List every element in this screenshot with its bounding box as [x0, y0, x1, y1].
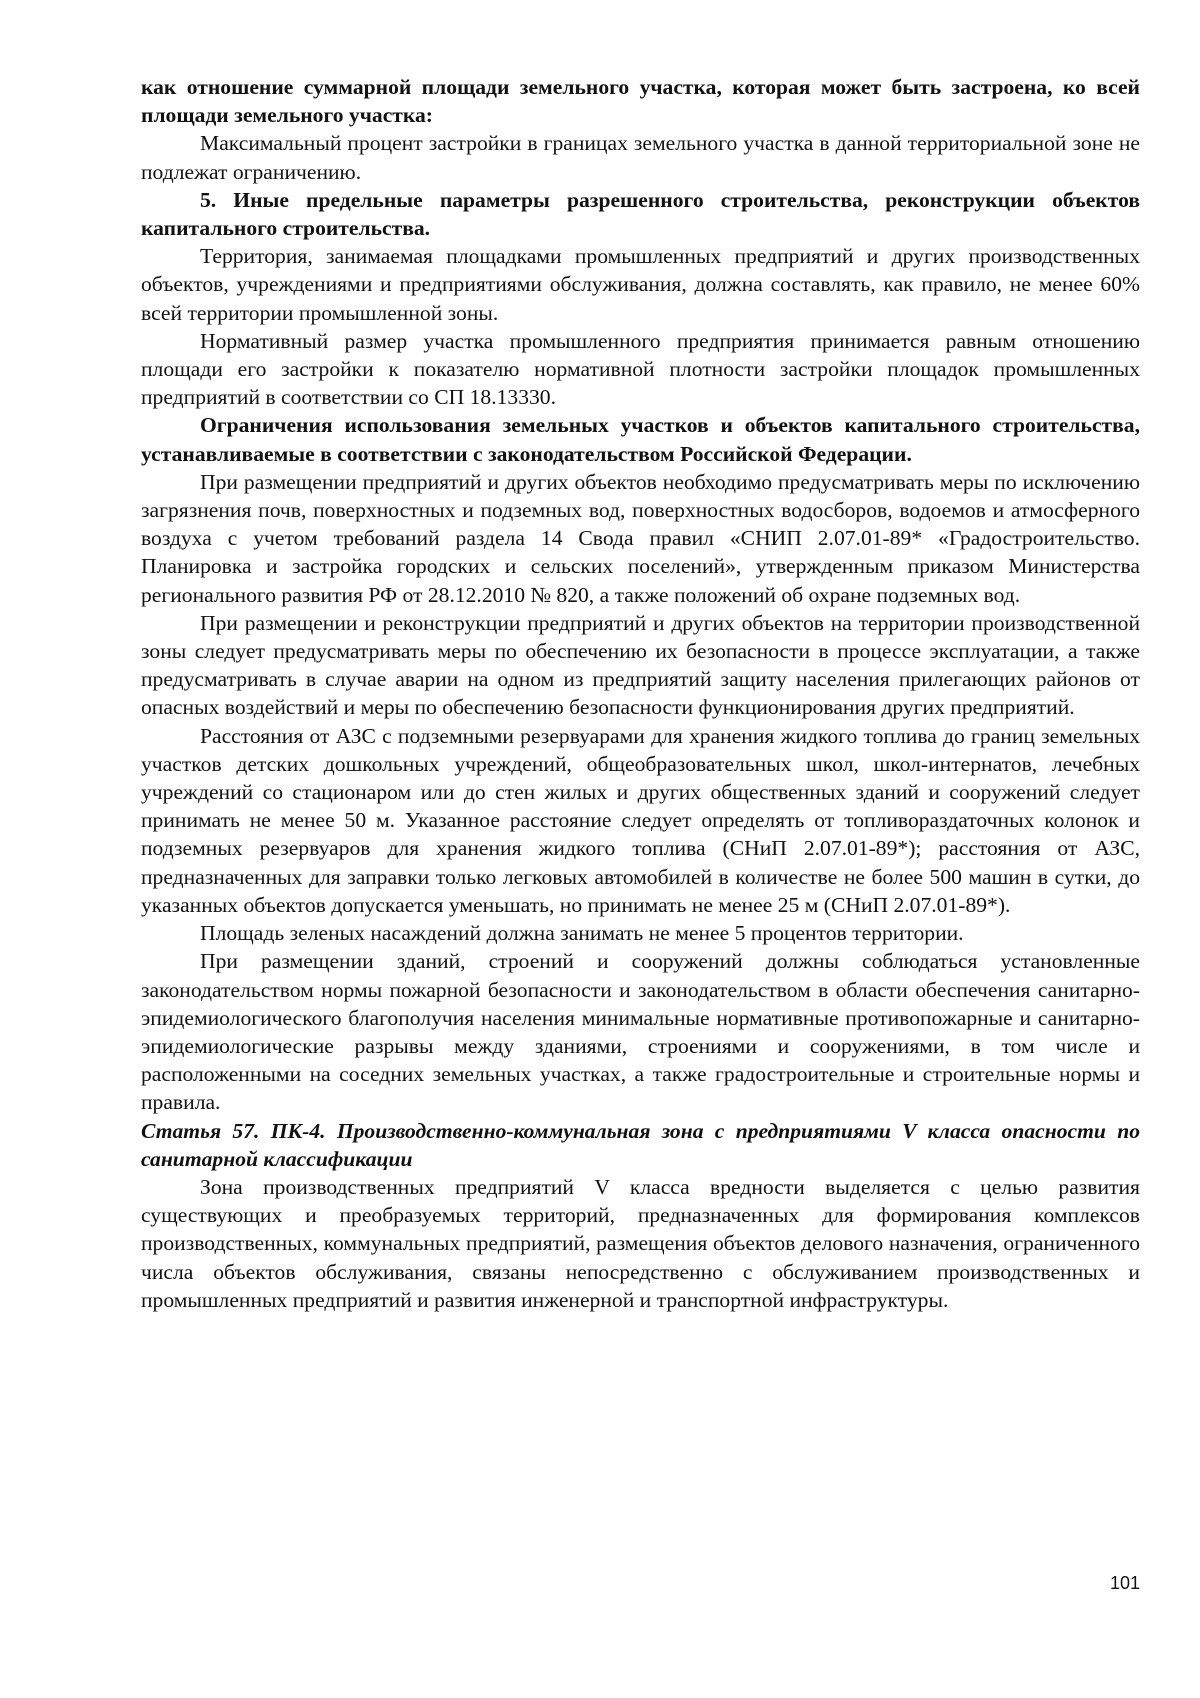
intro-bold-text: как отношение суммарной площади земельного участка, которая может быть застроена, ко всей площади земельного участка:: [141, 75, 1140, 128]
document-page: [141, 73, 1140, 1314]
paragraph-territory: Территория, занимаемая площадками промышленных предприятий и других производственных объектов, учреждениями и предприятиями обслуживания, должна составлять, как правило, не менее 60% всей территории промышленной зоны.: [141, 244, 1140, 325]
page-number: 101: [1109, 1573, 1140, 1593]
paragraph-max-percent: Максимальный процент застройки в границах земельного участка в данной территориальной зоне не подлежат ограничению.: [141, 131, 1140, 184]
section-heading-restrictions: Ограничения использования земельных участков и объектов капитального строительства, устанавливаемые в соответствии с законодательством Российской Федерации.: [141, 413, 1140, 466]
section-heading-5: 5. Иные предельные параметры разрешенного строительства, реконструкции объектов капитального строительства.: [141, 187, 1140, 241]
paragraph-fire-safety: При размещении зданий, строений и сооружений должны соблюдаться установленные законодательством нормы пожарной безопасности и законодательством в области обеспечения санитарно-эпидемиологического благополучия населения минимальные нормативные противопожарные и санитарно-эпидемиологические разрывы между зданиями, строениями и сооружениями, в том числе и расположенными на соседних земельных участках, а также градостроительные и строительные нормы и правила.: [141, 949, 1140, 1115]
paragraph-gas-stations: Расстояния от АЗС с подземными резервуарами для хранения жидкого топлива до границ земельных участков детских дошкольных учреждений, общеобразовательных школ, школ-интернатов, лечебных учреждений со стационаром или до стен жилых и других общественных зданий и сооружений следует принимать не менее 50 м. Указанное расстояние следует определять от топливораздаточных колонок и подземных резервуаров для хранения жидкого топлива (СНиП 2.07.01-89*); расстояния от АЗС, предназначенных для заправки только легковых автомобилей в количестве не более 500 машин в сутки, до указанных объектов допускается уменьшать, но принимать не менее 25 м (СНиП 2.07.01-89*).: [141, 723, 1140, 917]
article-57-heading: Статья 57. ПК-4. Производственно-коммунальная зона с предприятиями V класса опасности по санитарной классификации: [141, 1118, 1140, 1171]
paragraph-normative-size: Нормативный размер участка промышленного предприятия принимается равным отношению площади его застройки к показателю нормативной плотности застройки площадок промышленных предприятий в соответствии со СП 18.13330.: [141, 328, 1140, 410]
paragraph-pollution: При размещении предприятий и других объектов необходимо предусматривать меры по исключению загрязнения почв, поверхностных и подземных вод, поверхностных водосборов, водоемов и атмосферного воздуха с учетом требований раздела 14 Свода правил «СНИП 2.07.01-89* «Градостроительство. Планировка и застройка городских и сельских поселений», утвержденным приказом Министерства регионального развития РФ от 28.12.2010 № 820, а также положений об охране подземных вод.: [141, 469, 1140, 607]
paragraph-green: Площадь зеленых насаждений должна занимать не менее 5 процентов территории.: [200, 921, 964, 946]
paragraph-safety: При размещении и реконструкции предприятий и других объектов на территории производственной зоны следует предусматривать меры по обеспечению их безопасности в процессе эксплуатации, а также предусматривать в случае аварии на одном из предприятий защиту населения прилегающих районов от опасных воздействий и меры по обеспечению безопасности функционирования других предприятий.: [141, 610, 1140, 720]
paragraph-zone-description: Зона производственных предприятий V класса вредности выделяется с целью развития существующих и преобразуемых территорий, предназначенных для формирования комплексов производственных, коммунальных предприятий, размещения объектов делового назначения, ограниченного числа объектов обслуживания, связаны непосредственно с обслуживанием производственных и промышленных предприятий и развития инженерной и транспортной инфраструктуры.: [141, 1174, 1140, 1312]
